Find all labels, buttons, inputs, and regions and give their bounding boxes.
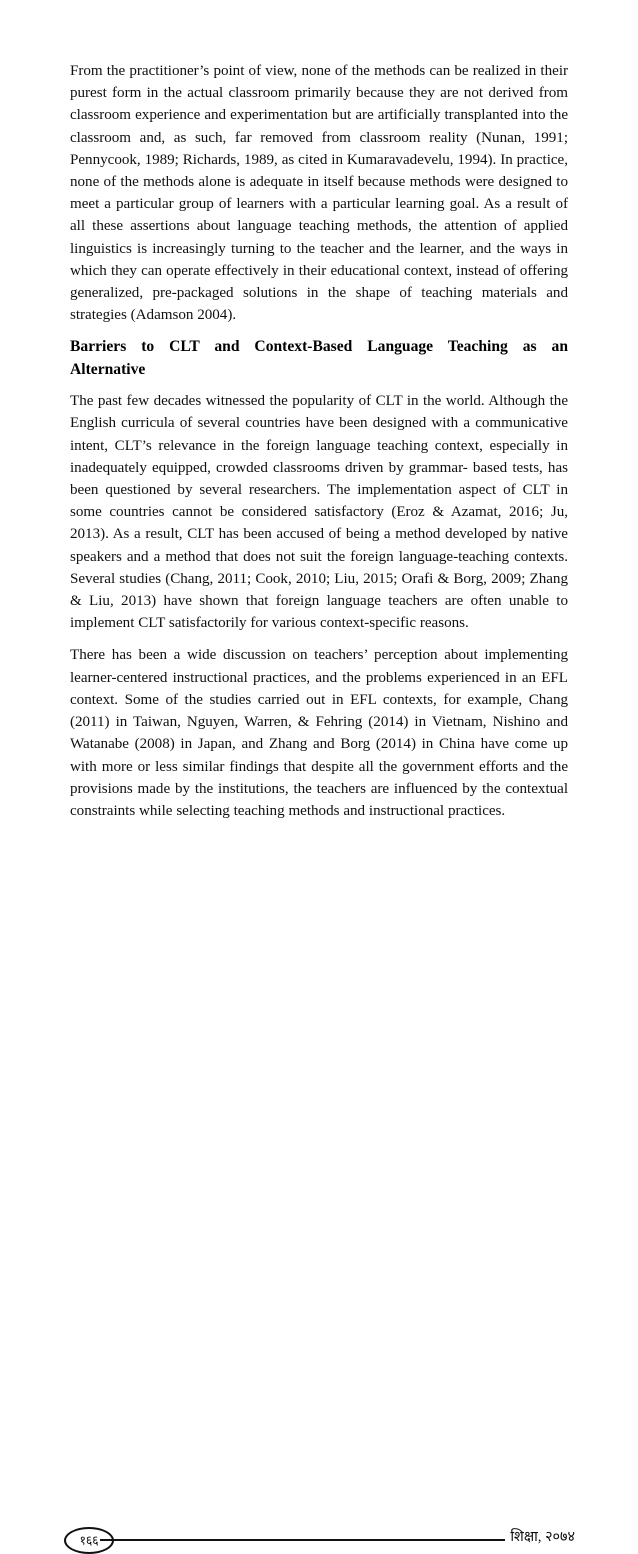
page-content [70, 60, 568, 822]
section-heading-line-2: Alternative [70, 360, 146, 378]
section-heading [70, 336, 568, 381]
footer-divider-rule [100, 1539, 505, 1541]
body-paragraph-2: The past few decades witnessed the popularity of CLT in the world. Although the English curricula of several countries have been designed with a communicative intent, CLT’s relevance in the foreign language teaching context, especially in inadequately equipped, crowded classrooms driven by grammar- based tests, has been questioned by several researchers. The implementation aspect of CLT in some countries cannot be considered satisfactory (Eroz & Azamat, 2016; Ju, 2013). As a result, CLT has been accused of being a method developed by native speakers and a method that does not suit the foreign language-teaching contexts. Several studies (Chang, 2011; Cook, 2010; Liu, 2015; Orafi & Borg, 2009; Zhang & Liu, 2013) have shown that foreign language teachers are often unable to implement CLT satisfactorily for various context-specific reasons. [70, 393, 568, 632]
body-paragraph-3: There has been a wide discussion on teachers’ perception about implementing learner-centered instructional practices, and the problems experienced in an EFL context. Some of the studies carried out in EFL contexts, for example, Chang (2011) in Taiwan, Nguyen, Warren, & Fehring (2014) in Vietnam, Nishino and Watanabe (2008) in Japan, and Zhang and Borg (2014) in China have come up with more or less similar findings that despite all the government efforts and the provisions made by the institutions, the teachers are influenced by the contextual constraints while selecting teaching methods and instructional practices. [70, 647, 568, 819]
page-number-label: १६६ [79, 1533, 99, 1548]
footer-journal-label: शिक्षा, २०७४ [510, 1529, 575, 1545]
body-paragraph-1: From the practitioner’s point of view, none of the methods can be realized in their purest form in the actual classroom primarily because they are not derived from classroom experience and experimentation but are artificially transplanted into the classroom and, as such, far removed from classroom reality (Nunan, 1991; Pennycook, 1989; Richards, 1989, as cited in Kumaravadevelu, 1994). In practice, none of the methods alone is adequate in itself because methods were designed to meet a particular group of learners with a particular learning goal. As a result of all these assertions about language teaching methods, the attention of applied linguistics is increasingly turning to the teacher and the learner, and the ways in which they can operate effectively in their educational context, instead of offering generalized, pre-packaged solutions in the shape of teaching materials and strategies (Adamson 2004). [70, 63, 568, 324]
page-footer [0, 762, 638, 1548]
section-heading-line-1: Barriers to CLT and Context-Based Language Teaching as an [70, 338, 568, 356]
